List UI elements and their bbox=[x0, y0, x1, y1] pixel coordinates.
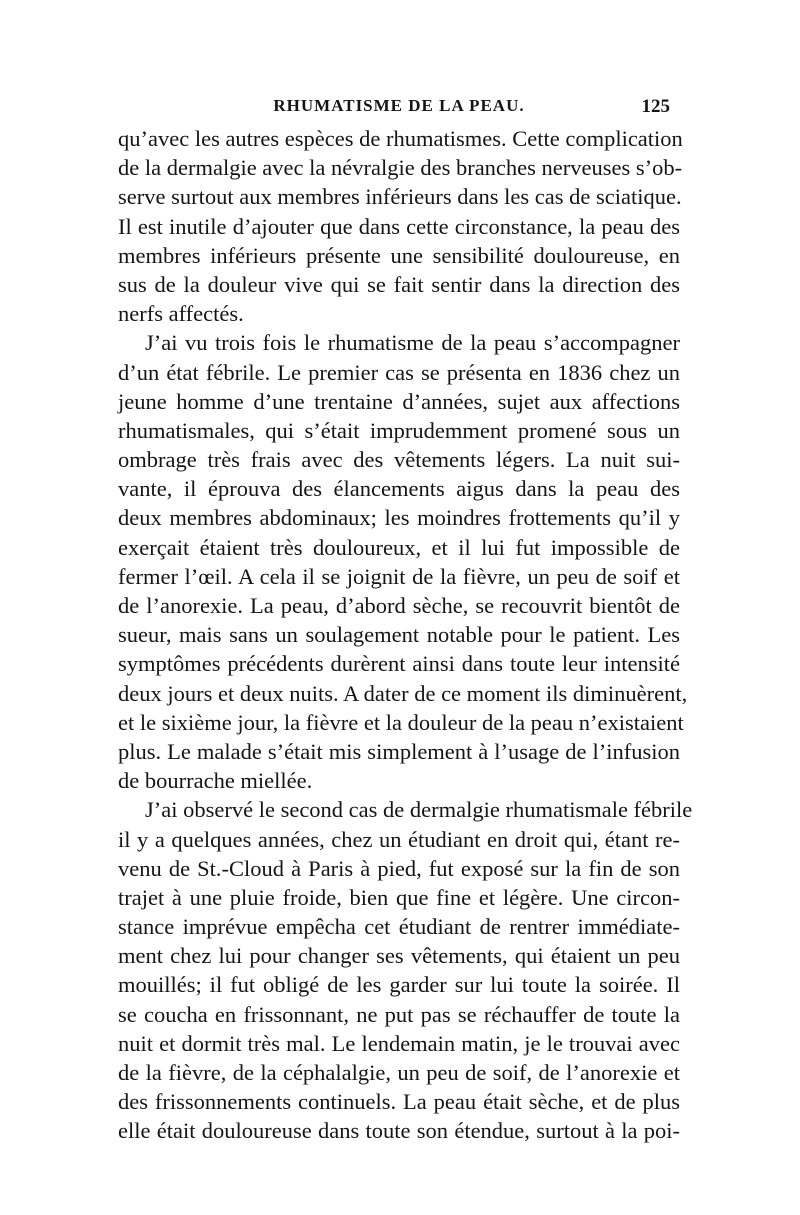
text-line: exerçait étaient très douloureux, et il lui fut impossible de bbox=[118, 534, 680, 560]
text-line: de l’anorexie. La peau, d’abord sèche, se recouvrit bientôt de bbox=[118, 593, 680, 618]
text-line: sus de la douleur vive qui se fait sentir dans la direction des bbox=[118, 271, 680, 297]
text-line: mouillés; il fut obligé de les garder sur lui toute la soirée. Il bbox=[118, 972, 680, 998]
text-line: elle était douloureuse dans toute son étendue, surtout à la poi- bbox=[118, 1118, 680, 1144]
text-line: d’un état fébrile. Le premier cas se présenta en 1836 chez un bbox=[118, 359, 680, 385]
text-line: serve surtout aux membres inférieurs dans les cas de sciatique. bbox=[118, 184, 682, 210]
text-line: ment chez lui pour changer ses vêtements, qui étaient un peu bbox=[118, 943, 680, 969]
page-number: 125 bbox=[641, 96, 670, 117]
text-line: trajet à une pluie froide, bien que fine et légère. Une circon- bbox=[118, 884, 680, 910]
text-line: rhumatismales, qui s’était imprudemment promené sous un bbox=[118, 417, 680, 443]
text-line: venu de St.-Cloud à Paris à pied, fut exposé sur la fin de son bbox=[118, 855, 680, 881]
text-line: sueur, mais sans un soulagement notable pour le patient. Les bbox=[118, 622, 680, 648]
body-text bbox=[118, 124, 693, 1146]
text-line: de bourrache miellée. bbox=[118, 768, 313, 794]
text-line: qu’avec les autres espèces de rhumatismes. Cette complication bbox=[118, 126, 683, 151]
text-line: des frissonnements continuels. La peau était sèche, et de plus bbox=[118, 1089, 680, 1115]
text-line: se coucha en frissonnant, ne put pas se réchauffer de toute la bbox=[118, 1001, 680, 1027]
text-line: stance imprévue empêcha cet étudiant de rentrer immédiate- bbox=[118, 914, 680, 940]
text-line: Il est inutile d’ajouter que dans cette circonstance, la peau des bbox=[118, 213, 680, 239]
text-line: de la fièvre, de la céphalalgie, un peu de soif, de l’anorexie et bbox=[118, 1060, 680, 1085]
text-line: membres inférieurs présente une sensibilité douloureuse, en bbox=[118, 242, 680, 268]
page-header bbox=[118, 96, 680, 124]
text-line: deux membres abdominaux; les moindres frottements qu’il y bbox=[118, 505, 680, 531]
text-line: symptômes précédents durèrent ainsi dans toute leur intensité bbox=[118, 651, 680, 677]
text-line: et le sixième jour, la fièvre et la douleur de la peau n’existaient bbox=[118, 709, 684, 735]
text-line: jeune homme d’une trentaine d’années, sujet aux affections bbox=[118, 388, 680, 414]
text-line: fermer l’œil. A cela il se joignit de la fièvre, un peu de soif et bbox=[118, 563, 680, 589]
text-line: ombrage très frais avec des vêtements légers. La nuit sui- bbox=[118, 447, 680, 473]
text-line: vante, il éprouva des élancements aigus dans la peau des bbox=[118, 476, 680, 502]
text-line: nerfs affectés. bbox=[118, 301, 244, 327]
running-title: RHUMATISME DE LA PEAU. bbox=[273, 96, 525, 115]
text-line: il y a quelques années, chez un étudiant en droit qui, étant re- bbox=[118, 826, 680, 852]
text-line: deux jours et deux nuits. A dater de ce moment ils diminuèrent, bbox=[118, 680, 688, 706]
paragraph-start-line: J’ai vu trois fois le rhumatisme de la peau s’accompagner bbox=[145, 330, 680, 356]
text-line: plus. Le malade s’était mis simplement à l’usage de l’infusion bbox=[118, 738, 680, 764]
paragraph-start-line: J’ai observé le second cas de dermalgie rhumatismale fébrile bbox=[145, 797, 693, 823]
text-line: de la dermalgie avec la névralgie des branches nerveuses s’ob- bbox=[118, 155, 683, 181]
text-line: nuit et dormit très mal. Le lendemain matin, je le trouvai avec bbox=[118, 1030, 680, 1056]
